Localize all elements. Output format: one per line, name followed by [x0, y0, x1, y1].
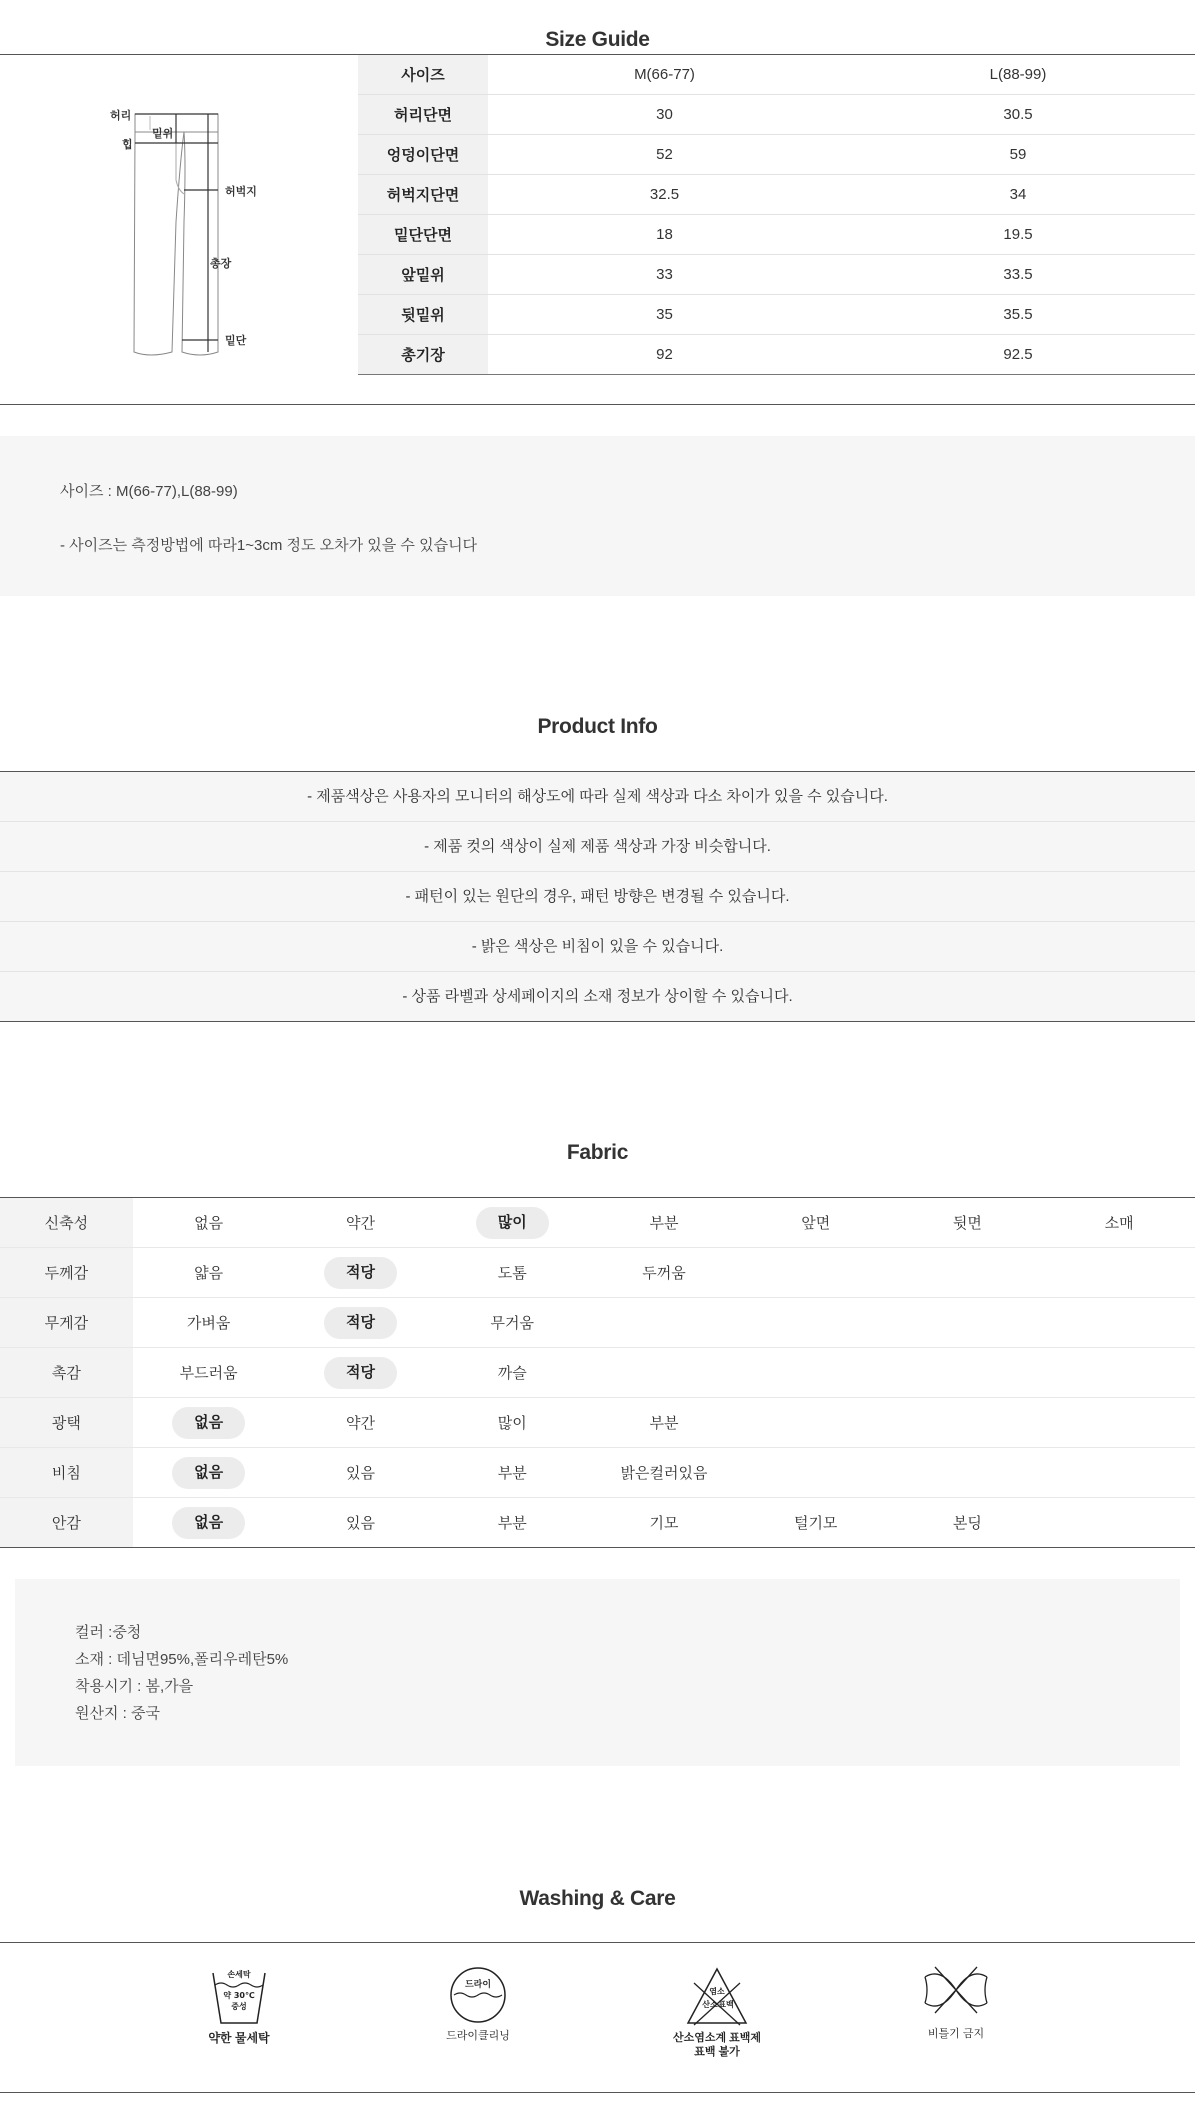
fabric-table	[0, 1197, 1195, 1548]
fabric-option: 부드러움	[179, 1365, 238, 1382]
fabric-row-label: 무게감	[0, 1298, 133, 1348]
fabric-option-cell	[740, 1298, 892, 1348]
product-info-item: - 제품 컷의 색상이 실제 제품 색상과 가장 비슷합니다.	[0, 822, 1195, 872]
size-table-row-label: 총기장	[358, 335, 488, 375]
product-info-item: - 패턴이 있는 원단의 경우, 패턴 방향은 변경될 수 있습니다.	[0, 872, 1195, 922]
fabric-option-cell	[892, 1198, 1044, 1248]
fabric-row	[0, 1298, 1195, 1348]
fabric-option: 가벼움	[186, 1315, 231, 1332]
diagram-label-rise: 밑위	[152, 128, 174, 140]
bleach-text-3: 표백	[718, 2000, 734, 2009]
size-table-cell: 52	[488, 135, 841, 175]
product-info-item: - 밝은 색상은 비침이 있을 수 있습니다.	[0, 922, 1195, 972]
fabric-option-cell	[740, 1248, 892, 1298]
fabric-option-selected: 없음	[172, 1457, 245, 1489]
fabric-option-cell	[285, 1198, 437, 1248]
size-table-row	[358, 175, 1195, 215]
size-table-row	[358, 335, 1195, 375]
fabric-row-label: 두께감	[0, 1248, 133, 1298]
fabric-option-selected: 없음	[172, 1407, 245, 1439]
size-note-line: - 사이즈는 측정방법에 따라1~3cm 정도 오차가 있을 수 있습니다	[60, 537, 478, 554]
product-info-title: Product Info	[537, 715, 658, 738]
diagram-label-length: 총장	[210, 258, 232, 270]
size-table-row	[358, 215, 1195, 255]
fabric-option: 두꺼움	[642, 1265, 686, 1282]
size-table-cell: 30	[488, 95, 841, 135]
fabric-option-cell	[436, 1498, 588, 1548]
fabric-option-cell	[588, 1298, 740, 1348]
fabric-option-cell	[285, 1248, 437, 1298]
fabric-option: 부분	[649, 1415, 679, 1432]
product-info-list	[0, 771, 1195, 1022]
fabric-option-cell	[1043, 1298, 1195, 1348]
hand-wash-text-2: 약 30℃	[223, 1991, 255, 2000]
size-table-cell: 35.5	[841, 295, 1195, 335]
fabric-option: 앞면	[801, 1215, 831, 1232]
dry-clean-text: 드라이	[464, 1980, 492, 1990]
fabric-option-selected: 없음	[172, 1507, 245, 1539]
size-table-cell: 59	[841, 135, 1195, 175]
fabric-option-cell	[1043, 1448, 1195, 1498]
size-table-cell: 32.5	[488, 175, 841, 215]
bleach-text-1: 염소	[709, 1987, 725, 1996]
size-table-header-cell: M(66-77)	[488, 55, 841, 95]
size-note-line: 사이즈 : M(66-77),L(88-99)	[60, 483, 238, 500]
no-wring-icon	[921, 1965, 991, 2015]
fabric-option-selected: 적당	[324, 1257, 397, 1289]
no-bleach-caption: 산소염소계 표백제 표백 불가	[672, 2032, 762, 2058]
fabric-row-label: 신축성	[0, 1198, 133, 1248]
fabric-option-cell	[285, 1498, 437, 1548]
size-table-row-label: 밑단단면	[358, 215, 488, 255]
fabric-option: 도톰	[497, 1265, 527, 1282]
size-table-row-label: 뒷밑위	[358, 295, 488, 335]
fabric-option-cell	[133, 1248, 285, 1298]
fabric-option-cell	[285, 1348, 437, 1398]
fabric-option-cell	[740, 1498, 892, 1548]
fabric-detail-color: 컬러 :중청	[75, 1624, 142, 1641]
size-table-cell: 92.5	[841, 335, 1195, 375]
fabric-option: 약간	[345, 1415, 375, 1432]
fabric-option-cell	[740, 1398, 892, 1448]
size-note-box	[0, 436, 1195, 596]
hand-wash-30-icon	[209, 1965, 269, 2027]
fabric-option-cell	[892, 1448, 1044, 1498]
fabric-option: 약간	[345, 1215, 375, 1232]
size-table	[358, 55, 1195, 375]
fabric-option-cell	[436, 1248, 588, 1298]
fabric-option-cell	[133, 1298, 285, 1348]
hand-wash-text-3: 중성	[231, 2002, 247, 2011]
fabric-option-cell	[133, 1398, 285, 1448]
care-item-hand-wash	[149, 1965, 329, 2045]
fabric-option: 부분	[497, 1515, 527, 1532]
fabric-option-selected: 적당	[324, 1307, 397, 1339]
size-table-row-label: 엉덩이단면	[358, 135, 488, 175]
size-table-cell: 33.5	[841, 255, 1195, 295]
diagram-label-waist: 허리	[110, 110, 132, 122]
fabric-option-cell	[588, 1448, 740, 1498]
fabric-row	[0, 1498, 1195, 1548]
size-table-cell: 34	[841, 175, 1195, 215]
size-table-header-cell: L(88-99)	[841, 55, 1195, 95]
fabric-detail-material: 소재 : 데님면95%,폴리우레탄5%	[75, 1651, 289, 1668]
fabric-option-cell	[1043, 1498, 1195, 1548]
size-table-row-label: 허리단면	[358, 95, 488, 135]
fabric-option: 부분	[497, 1465, 527, 1482]
fabric-option-cell	[133, 1498, 285, 1548]
washing-top-rule	[0, 1942, 1195, 1943]
size-guide-bottom-rule	[0, 404, 1195, 405]
care-item-no-wring	[866, 1965, 1046, 2041]
fabric-option-cell	[740, 1448, 892, 1498]
fabric-row-label: 안감	[0, 1498, 133, 1548]
fabric-option-cell	[133, 1348, 285, 1398]
fabric-details-box	[15, 1579, 1180, 1766]
diagram-label-thigh: 허벅지	[225, 186, 257, 198]
fabric-option-cell	[285, 1398, 437, 1448]
fabric-option: 소매	[1104, 1215, 1134, 1232]
size-table-row	[358, 95, 1195, 135]
fabric-option-selected: 적당	[324, 1357, 397, 1389]
fabric-option-cell	[740, 1348, 892, 1398]
size-table-cell: 18	[488, 215, 841, 255]
fabric-option-cell	[436, 1398, 588, 1448]
size-table-cell: 92	[488, 335, 841, 375]
care-item-no-bleach	[627, 1965, 807, 2059]
hand-wash-text-1: 손세탁	[227, 1970, 251, 1979]
fabric-option: 얇음	[194, 1265, 224, 1282]
fabric-row	[0, 1398, 1195, 1448]
fabric-option: 본딩	[952, 1515, 982, 1532]
fabric-option: 밝은컬러있음	[620, 1465, 708, 1482]
fabric-option: 있음	[345, 1515, 375, 1532]
fabric-option-selected: 많이	[476, 1207, 549, 1239]
fabric-option-cell	[588, 1498, 740, 1548]
fabric-option-cell	[1043, 1198, 1195, 1248]
diagram-label-hip: 힙	[122, 139, 133, 151]
no-bleach-icon	[684, 1965, 750, 2027]
size-table-header-cell: 사이즈	[358, 55, 488, 95]
fabric-row	[0, 1448, 1195, 1498]
fabric-row-label: 촉감	[0, 1348, 133, 1398]
size-table-row	[358, 135, 1195, 175]
fabric-option-cell	[285, 1448, 437, 1498]
size-table-cell: 19.5	[841, 215, 1195, 255]
no-wring-caption: 비틀기 금지	[927, 2028, 985, 2040]
fabric-option-cell	[892, 1498, 1044, 1548]
size-table-row	[358, 255, 1195, 295]
fabric-row-label: 비침	[0, 1448, 133, 1498]
fabric-option: 까슬	[497, 1365, 527, 1382]
fabric-option-cell	[588, 1348, 740, 1398]
washing-care-title: Washing & Care	[519, 1887, 676, 1910]
fabric-option-cell	[588, 1198, 740, 1248]
fabric-option: 무거움	[490, 1315, 534, 1332]
fabric-option: 기모	[649, 1515, 679, 1532]
dry-clean-caption: 드라이클리닝	[446, 2030, 510, 2042]
size-table-row	[358, 295, 1195, 335]
size-guide-title: Size Guide	[545, 28, 650, 51]
product-info-item: - 상품 라벨과 상세페이지의 소재 정보가 상이할 수 있습니다.	[0, 972, 1195, 1021]
fabric-option-cell	[740, 1198, 892, 1248]
fabric-option-cell	[285, 1298, 437, 1348]
fabric-row-label: 광택	[0, 1398, 133, 1448]
fabric-option: 부분	[649, 1215, 679, 1232]
fabric-option: 털기모	[793, 1515, 838, 1532]
pants-measurement-diagram	[100, 102, 320, 372]
fabric-option: 있음	[345, 1465, 375, 1482]
fabric-option-cell	[1043, 1348, 1195, 1398]
fabric-detail-origin: 원산지 : 중국	[75, 1705, 160, 1722]
fabric-option-cell	[892, 1348, 1044, 1398]
fabric-title: Fabric	[566, 1141, 629, 1164]
fabric-option-cell	[133, 1448, 285, 1498]
fabric-option-cell	[436, 1348, 588, 1398]
fabric-row	[0, 1248, 1195, 1298]
fabric-option-cell	[436, 1448, 588, 1498]
fabric-row	[0, 1198, 1195, 1248]
fabric-option-cell	[588, 1248, 740, 1298]
fabric-option-cell	[436, 1298, 588, 1348]
size-table-header-row	[358, 55, 1195, 95]
fabric-detail-season: 착용시기 : 봄,가을	[75, 1678, 194, 1695]
care-item-dry-clean	[388, 1965, 568, 2043]
hand-wash-caption: 약한 물세탁	[208, 2031, 270, 2045]
bleach-text-2: 산소	[702, 2000, 718, 2009]
fabric-option: 없음	[194, 1215, 224, 1232]
size-table-cell: 33	[488, 255, 841, 295]
fabric-option-cell	[892, 1398, 1044, 1448]
dry-clean-icon	[448, 1965, 508, 2025]
fabric-option: 많이	[497, 1415, 527, 1432]
fabric-option-cell	[1043, 1248, 1195, 1298]
fabric-row	[0, 1348, 1195, 1398]
product-info-item: - 제품색상은 사용자의 모니터의 해상도에 따라 실제 색상과 다소 차이가 있을 수 있습니다.	[0, 772, 1195, 822]
fabric-option-cell	[588, 1398, 740, 1448]
diagram-label-hem: 밑단	[225, 335, 247, 347]
size-table-row-label: 앞밑위	[358, 255, 488, 295]
fabric-option-cell	[436, 1198, 588, 1248]
fabric-option-cell	[892, 1248, 1044, 1298]
fabric-option: 뒷면	[952, 1215, 982, 1232]
size-table-row-label: 허벅지단면	[358, 175, 488, 215]
washing-bottom-rule	[0, 2092, 1195, 2093]
size-table-cell: 30.5	[841, 95, 1195, 135]
fabric-option-cell	[1043, 1398, 1195, 1448]
fabric-option-cell	[133, 1198, 285, 1248]
fabric-option-cell	[892, 1298, 1044, 1348]
size-table-cell: 35	[488, 295, 841, 335]
